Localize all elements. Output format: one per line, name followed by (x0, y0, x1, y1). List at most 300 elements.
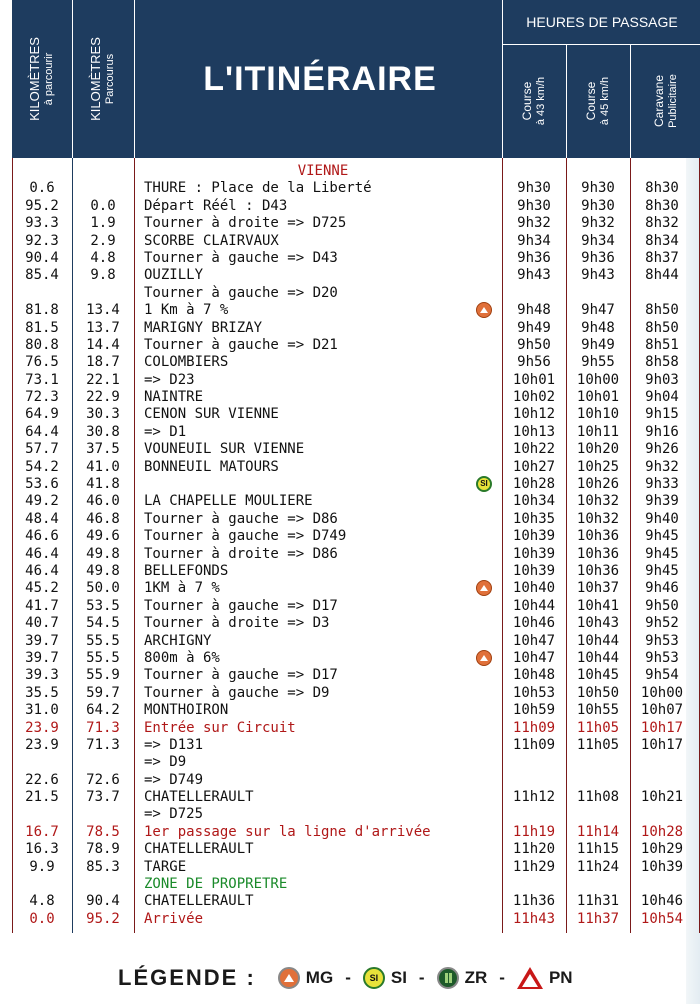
header-passage-times: HEURES DE PASSAGE (502, 0, 700, 45)
time-course-45-cell: 9h47 (581, 302, 615, 319)
time-course-45-cell: 11h14 (576, 823, 620, 840)
km-remaining-cell: 45.2 (25, 580, 59, 597)
time-course-45-cell: 11h05 (576, 719, 620, 736)
table-row (12, 267, 700, 284)
time-course-43-cell: 9h30 (517, 180, 551, 197)
header-km-done (73, 0, 133, 158)
description-cell: Tourner à droite => D3 (144, 615, 330, 632)
time-course-45-cell: 10h44 (576, 632, 620, 649)
time-course-43-cell: 10h35 (512, 510, 556, 527)
description-cell: Entrée sur Circuit (144, 719, 296, 736)
time-course-43-cell: 10h46 (512, 615, 556, 632)
km-done-cell: 73.7 (86, 789, 120, 806)
km-remaining-cell: 57.7 (25, 441, 59, 458)
km-done-cell: 0.0 (90, 197, 116, 214)
time-caravane-cell: 9h46 (645, 580, 679, 597)
time-caravane-cell: 8h50 (645, 319, 679, 336)
table-row (12, 528, 700, 545)
time-course-45-cell: 10h11 (576, 423, 620, 440)
description-cell: THURE : Place de la Liberté (144, 180, 372, 197)
time-course-45-cell: 10h50 (576, 684, 620, 701)
time-course-43-cell: 11h09 (512, 736, 556, 753)
time-caravane-cell: 8h44 (645, 267, 679, 284)
km-done-cell: 49.6 (86, 528, 120, 545)
description-cell: Tourner à gauche => D17 (144, 597, 338, 614)
km-remaining-cell: 16.3 (25, 841, 59, 858)
km-done-cell: 18.7 (86, 354, 120, 371)
description-cell: Tourner à droite => D86 (144, 545, 338, 562)
table-row (12, 720, 700, 737)
description-cell: Tourner à gauche => D86 (144, 510, 338, 527)
time-course-45-cell: 10h32 (576, 493, 620, 510)
table-row (12, 424, 700, 441)
legend-label: ZR (464, 968, 488, 987)
table-row (12, 511, 700, 528)
time-caravane-cell: 10h00 (640, 684, 684, 701)
time-course-43-cell: 10h28 (512, 476, 556, 493)
time-caravane-cell: 9h39 (645, 493, 679, 510)
km-remaining-cell: 80.8 (25, 336, 59, 353)
si-icon-cell (476, 476, 494, 493)
time-course-43-cell: 10h13 (512, 423, 556, 440)
km-done-cell: 49.8 (86, 562, 120, 579)
description-cell: Départ Réél : D43 (144, 197, 288, 214)
header-col2-title: Course (584, 81, 599, 121)
km-done-cell: 90.4 (86, 893, 120, 910)
km-remaining-cell: 31.0 (25, 702, 59, 719)
km-done-cell: 72.6 (86, 771, 120, 788)
time-course-45-cell: 10h32 (576, 510, 620, 527)
time-caravane-cell: 10h54 (640, 910, 684, 927)
km-done-cell: 1.9 (90, 215, 116, 232)
table-row (12, 702, 700, 719)
description-cell: Tourner à gauche => D17 (144, 667, 338, 684)
header-col1-title: Course (520, 81, 535, 121)
km-done-cell: 78.9 (86, 841, 120, 858)
km-done-cell: 55.9 (86, 667, 120, 684)
description-cell: 800m à 6% (144, 649, 220, 666)
km-remaining-cell: 23.9 (25, 736, 59, 753)
time-caravane-cell: 8h34 (645, 232, 679, 249)
description-cell: MONTHOIRON (144, 702, 229, 719)
table-header (12, 0, 700, 158)
km-done-cell: 37.5 (86, 441, 120, 458)
description-cell: => D23 (144, 371, 195, 388)
km-remaining-cell: 35.5 (25, 684, 59, 701)
description-cell: MARIGNY BRIZAY (144, 319, 263, 336)
si-icon: SI (363, 967, 385, 989)
legend-item-pn (517, 967, 573, 989)
km-done-cell: 78.5 (86, 823, 120, 840)
table-row (12, 215, 700, 232)
time-course-45-cell: 9h30 (581, 197, 615, 214)
km-done-cell: 4.8 (90, 249, 116, 266)
km-remaining-cell: 39.3 (25, 667, 59, 684)
km-done-cell: 71.3 (86, 719, 120, 736)
km-remaining-cell: 48.4 (25, 510, 59, 527)
km-remaining-cell: 92.3 (25, 232, 59, 249)
km-done-cell: 46.8 (86, 510, 120, 527)
zr-icon (437, 967, 459, 989)
mg-icon-cell (476, 302, 494, 319)
legend-title: LÉGENDE : (118, 965, 256, 990)
km-done-cell: 46.0 (86, 493, 120, 510)
time-caravane-cell: 10h29 (640, 841, 684, 858)
description-cell: Tourner à gauche => D9 (144, 684, 330, 701)
time-course-43-cell: 9h49 (517, 319, 551, 336)
time-course-43-cell: 9h48 (517, 302, 551, 319)
table-row (12, 841, 700, 858)
si-icon: SI (476, 476, 492, 492)
time-caravane-cell: 8h37 (645, 249, 679, 266)
km-done-cell: 22.1 (86, 371, 120, 388)
time-course-43-cell: 10h01 (512, 371, 556, 388)
km-done-cell: 30.8 (86, 423, 120, 440)
km-done-cell: 14.4 (86, 336, 120, 353)
table-row (12, 163, 700, 180)
km-done-cell: 53.5 (86, 597, 120, 614)
time-course-45-cell: 10h36 (576, 528, 620, 545)
time-course-45-cell: 9h32 (581, 215, 615, 232)
table-row (12, 806, 700, 823)
legend-label: PN (548, 968, 573, 987)
time-course-45-cell: 9h34 (581, 232, 615, 249)
km-done-cell: 9.8 (90, 267, 116, 284)
km-remaining-cell: 72.3 (25, 389, 59, 406)
time-course-45-cell: 11h37 (576, 910, 620, 927)
time-course-45-cell: 10h43 (576, 615, 620, 632)
time-caravane-cell: 10h21 (640, 789, 684, 806)
description-cell: 1KM à 7 % (144, 580, 220, 597)
description-cell: => D1 (144, 423, 187, 440)
time-course-45-cell: 11h15 (576, 841, 620, 858)
km-done-cell: 64.2 (86, 702, 120, 719)
legend-separator: - (345, 968, 351, 987)
km-remaining-cell: 81.8 (25, 302, 59, 319)
description-cell: OUZILLY (144, 267, 204, 284)
itinerary-table (12, 163, 700, 928)
time-course-45-cell: 10h00 (576, 371, 620, 388)
time-course-43-cell: 9h34 (517, 232, 551, 249)
table-row (12, 459, 700, 476)
km-done-cell: 59.7 (86, 684, 120, 701)
km-remaining-cell: 85.4 (25, 267, 59, 284)
description-cell: Tourner à gauche => D21 (144, 336, 338, 353)
time-course-43-cell: 9h56 (517, 354, 551, 371)
time-course-45-cell: 10h26 (576, 476, 620, 493)
time-course-43-cell: 9h50 (517, 336, 551, 353)
time-course-45-cell: 10h01 (576, 389, 620, 406)
km-remaining-cell: 73.1 (25, 371, 59, 388)
table-row (12, 789, 700, 806)
time-course-45-cell: 10h45 (576, 667, 620, 684)
header-km-remaining (12, 0, 72, 158)
km-done-cell: 41.8 (86, 476, 120, 493)
description-cell: Tourner à gauche => D749 (144, 528, 347, 545)
km-remaining-cell: 93.3 (25, 215, 59, 232)
legend-item-zr (437, 967, 488, 989)
time-caravane-cell: 9h04 (645, 389, 679, 406)
km-remaining-cell: 90.4 (25, 249, 59, 266)
description-cell: CENON SUR VIENNE (144, 406, 279, 423)
header-col-caravane (630, 44, 700, 158)
km-remaining-cell: 49.2 (25, 493, 59, 510)
table-row (12, 302, 700, 319)
header-km-done-title: KILOMÈTRES (88, 37, 104, 121)
table-row (12, 580, 700, 597)
km-remaining-cell: 76.5 (25, 354, 59, 371)
description-cell: Tourner à gauche => D20 (144, 284, 338, 301)
description-cell: TARGE (144, 858, 187, 875)
km-done-cell: 55.5 (86, 632, 120, 649)
table-row (12, 876, 700, 893)
time-caravane-cell: 9h50 (645, 597, 679, 614)
time-caravane-cell: 9h45 (645, 562, 679, 579)
time-caravane-cell: 9h53 (645, 649, 679, 666)
table-row (12, 598, 700, 615)
legend-label: SI (390, 968, 407, 987)
km-done-cell: 49.8 (86, 545, 120, 562)
legend (118, 960, 573, 996)
page-title: L'ITINÉRAIRE (203, 59, 437, 98)
time-caravane-cell: 8h30 (645, 197, 679, 214)
km-remaining-cell: 64.9 (25, 406, 59, 423)
table-row (12, 406, 700, 423)
time-caravane-cell: 8h30 (645, 180, 679, 197)
time-course-43-cell: 10h40 (512, 580, 556, 597)
time-caravane-cell: 9h53 (645, 632, 679, 649)
km-done-cell: 71.3 (86, 736, 120, 753)
time-course-43-cell: 9h36 (517, 249, 551, 266)
time-caravane-cell: 8h51 (645, 336, 679, 353)
time-course-43-cell: 10h47 (512, 632, 556, 649)
time-course-43-cell: 11h12 (512, 789, 556, 806)
table-row (12, 320, 700, 337)
time-caravane-cell: 9h26 (645, 441, 679, 458)
time-caravane-cell: 10h17 (640, 719, 684, 736)
description-cell: BONNEUIL MATOURS (144, 458, 279, 475)
km-remaining-cell: 23.9 (25, 719, 59, 736)
time-course-43-cell: 10h02 (512, 389, 556, 406)
time-caravane-cell: 10h39 (640, 858, 684, 875)
time-course-43-cell: 11h09 (512, 719, 556, 736)
time-course-43-cell: 11h36 (512, 893, 556, 910)
time-course-45-cell: 11h31 (576, 893, 620, 910)
km-done-cell: 85.3 (86, 858, 120, 875)
km-remaining-cell: 16.7 (25, 823, 59, 840)
description-cell: VIENNE (297, 163, 349, 179)
time-course-43-cell: 10h48 (512, 667, 556, 684)
mg-icon-cell (476, 650, 494, 667)
km-remaining-cell: 39.7 (25, 632, 59, 649)
time-course-43-cell: 9h32 (517, 215, 551, 232)
km-remaining-cell: 39.7 (25, 649, 59, 666)
header-col2-sub: à 45 km/h (599, 76, 612, 126)
description-cell: VOUNEUIL SUR VIENNE (144, 441, 305, 458)
table-row (12, 476, 700, 493)
table-row (12, 772, 700, 789)
time-course-43-cell: 11h43 (512, 910, 556, 927)
table-row (12, 546, 700, 563)
mg-icon (476, 580, 492, 596)
km-done-cell: 55.5 (86, 649, 120, 666)
description-cell: CHATELLERAULT (144, 789, 254, 806)
mg-icon-cell (476, 580, 494, 597)
table-row (12, 493, 700, 510)
time-caravane-cell: 9h45 (645, 528, 679, 545)
time-course-43-cell: 10h39 (512, 528, 556, 545)
table-row (12, 337, 700, 354)
time-course-43-cell: 11h19 (512, 823, 556, 840)
km-remaining-cell: 46.4 (25, 545, 59, 562)
description-cell: BELLEFONDS (144, 562, 229, 579)
time-course-43-cell: 10h34 (512, 493, 556, 510)
time-course-45-cell: 10h36 (576, 562, 620, 579)
table-row (12, 650, 700, 667)
time-caravane-cell: 8h58 (645, 354, 679, 371)
description-cell: => D749 (144, 771, 204, 788)
time-course-43-cell: 10h53 (512, 684, 556, 701)
time-course-43-cell: 11h20 (512, 841, 556, 858)
km-remaining-cell: 0.6 (29, 180, 55, 197)
time-course-45-cell: 10h44 (576, 649, 620, 666)
description-cell: Tourner à droite => D725 (144, 215, 347, 232)
table-row (12, 633, 700, 650)
time-caravane-cell: 9h40 (645, 510, 679, 527)
time-caravane-cell: 8h50 (645, 302, 679, 319)
time-course-45-cell: 10h41 (576, 597, 620, 614)
header-km-remaining-title: KILOMÈTRES (27, 37, 43, 121)
legend-item-mg (278, 967, 333, 989)
km-done-cell: 30.3 (86, 406, 120, 423)
table-row (12, 615, 700, 632)
km-done-cell: 95.2 (86, 910, 120, 927)
km-remaining-cell: 40.7 (25, 615, 59, 632)
mg-icon (476, 650, 492, 666)
km-remaining-cell: 0.0 (29, 910, 55, 927)
legend-separator: - (418, 968, 425, 987)
time-course-45-cell: 9h30 (581, 180, 615, 197)
time-course-43-cell: 10h44 (512, 597, 556, 614)
time-course-43-cell: 10h39 (512, 545, 556, 562)
legend-separator: - (499, 968, 505, 987)
table-row (12, 233, 700, 250)
time-course-45-cell: 9h43 (581, 267, 615, 284)
description-cell: CHATELLERAULT (144, 893, 254, 910)
km-remaining-cell: 54.2 (25, 458, 59, 475)
time-course-43-cell: 10h59 (512, 702, 556, 719)
km-remaining-cell: 22.6 (25, 771, 59, 788)
legend-label: MG (305, 968, 334, 987)
legend-item-si (363, 967, 407, 989)
table-row (12, 354, 700, 371)
time-course-45-cell: 9h49 (581, 336, 615, 353)
time-course-45-cell: 11h08 (576, 789, 620, 806)
time-course-43-cell: 11h29 (512, 858, 556, 875)
time-caravane-cell: 9h33 (645, 476, 679, 493)
km-done-cell: 41.0 (86, 458, 120, 475)
table-row (12, 180, 700, 197)
km-done-cell: 22.9 (86, 389, 120, 406)
km-done-cell: 13.4 (86, 302, 120, 319)
table-row (12, 754, 700, 771)
description-cell: COLOMBIERS (144, 354, 229, 371)
time-caravane-cell: 9h52 (645, 615, 679, 632)
table-row (12, 737, 700, 754)
time-caravane-cell: 9h32 (645, 458, 679, 475)
time-course-45-cell: 10h20 (576, 441, 620, 458)
time-course-45-cell: 11h24 (576, 858, 620, 875)
header-col-course-45 (566, 44, 630, 158)
time-course-45-cell: 10h10 (576, 406, 620, 423)
km-remaining-cell: 53.6 (25, 476, 59, 493)
time-course-45-cell: 10h25 (576, 458, 620, 475)
table-row (12, 372, 700, 389)
description-cell: Arrivée (144, 910, 204, 927)
time-caravane-cell: 9h03 (645, 371, 679, 388)
km-remaining-cell: 46.6 (25, 528, 59, 545)
time-caravane-cell: 10h17 (640, 736, 684, 753)
description-cell: ZONE DE PROPRETRE (144, 876, 288, 893)
km-remaining-cell: 41.7 (25, 597, 59, 614)
time-course-45-cell: 9h55 (581, 354, 615, 371)
table-row (12, 859, 700, 876)
header-km-done-sub: Parcourus (104, 53, 117, 105)
header-col-course-43 (502, 44, 566, 158)
description-cell: SCORBE CLAIRVAUX (144, 232, 279, 249)
table-row (12, 824, 700, 841)
table-row (12, 911, 700, 928)
km-done-cell: 13.7 (86, 319, 120, 336)
description-cell: 1er passage sur la ligne d'arrivée (144, 823, 431, 840)
table-row (12, 441, 700, 458)
description-cell: => D131 (144, 736, 204, 753)
table-row (12, 285, 700, 302)
table-row (12, 198, 700, 215)
time-caravane-cell: 9h15 (645, 406, 679, 423)
time-course-45-cell: 10h36 (576, 545, 620, 562)
time-caravane-cell: 10h46 (640, 893, 684, 910)
km-remaining-cell: 81.5 (25, 319, 59, 336)
time-course-43-cell: 10h39 (512, 562, 556, 579)
description-cell: => D725 (144, 806, 204, 823)
header-col1-sub: à 43 km/h (535, 76, 548, 126)
description-cell: LA CHAPELLE MOULIERE (144, 493, 313, 510)
km-remaining-cell: 64.4 (25, 423, 59, 440)
description-cell: ARCHIGNY (144, 632, 212, 649)
description-cell: CHATELLERAULT (144, 841, 254, 858)
time-caravane-cell: 10h07 (640, 702, 684, 719)
time-course-45-cell: 10h37 (576, 580, 620, 597)
km-done-cell: 54.5 (86, 615, 120, 632)
table-row (12, 563, 700, 580)
time-caravane-cell: 9h54 (645, 667, 679, 684)
km-remaining-cell: 21.5 (25, 789, 59, 806)
header-col3-sub: Publicitaire (667, 74, 679, 128)
table-row (12, 250, 700, 267)
time-course-45-cell: 10h55 (576, 702, 620, 719)
time-caravane-cell: 8h32 (645, 215, 679, 232)
table-row (12, 893, 700, 910)
km-remaining-cell: 95.2 (25, 197, 59, 214)
description-cell: 1 Km à 7 % (144, 302, 229, 319)
km-remaining-cell: 9.9 (29, 858, 55, 875)
km-done-cell: 2.9 (90, 232, 116, 249)
time-course-45-cell: 11h05 (576, 736, 620, 753)
header-km-remaining-sub: à parcourir (43, 52, 56, 106)
time-course-43-cell: 9h30 (517, 197, 551, 214)
mg-icon (476, 302, 492, 318)
